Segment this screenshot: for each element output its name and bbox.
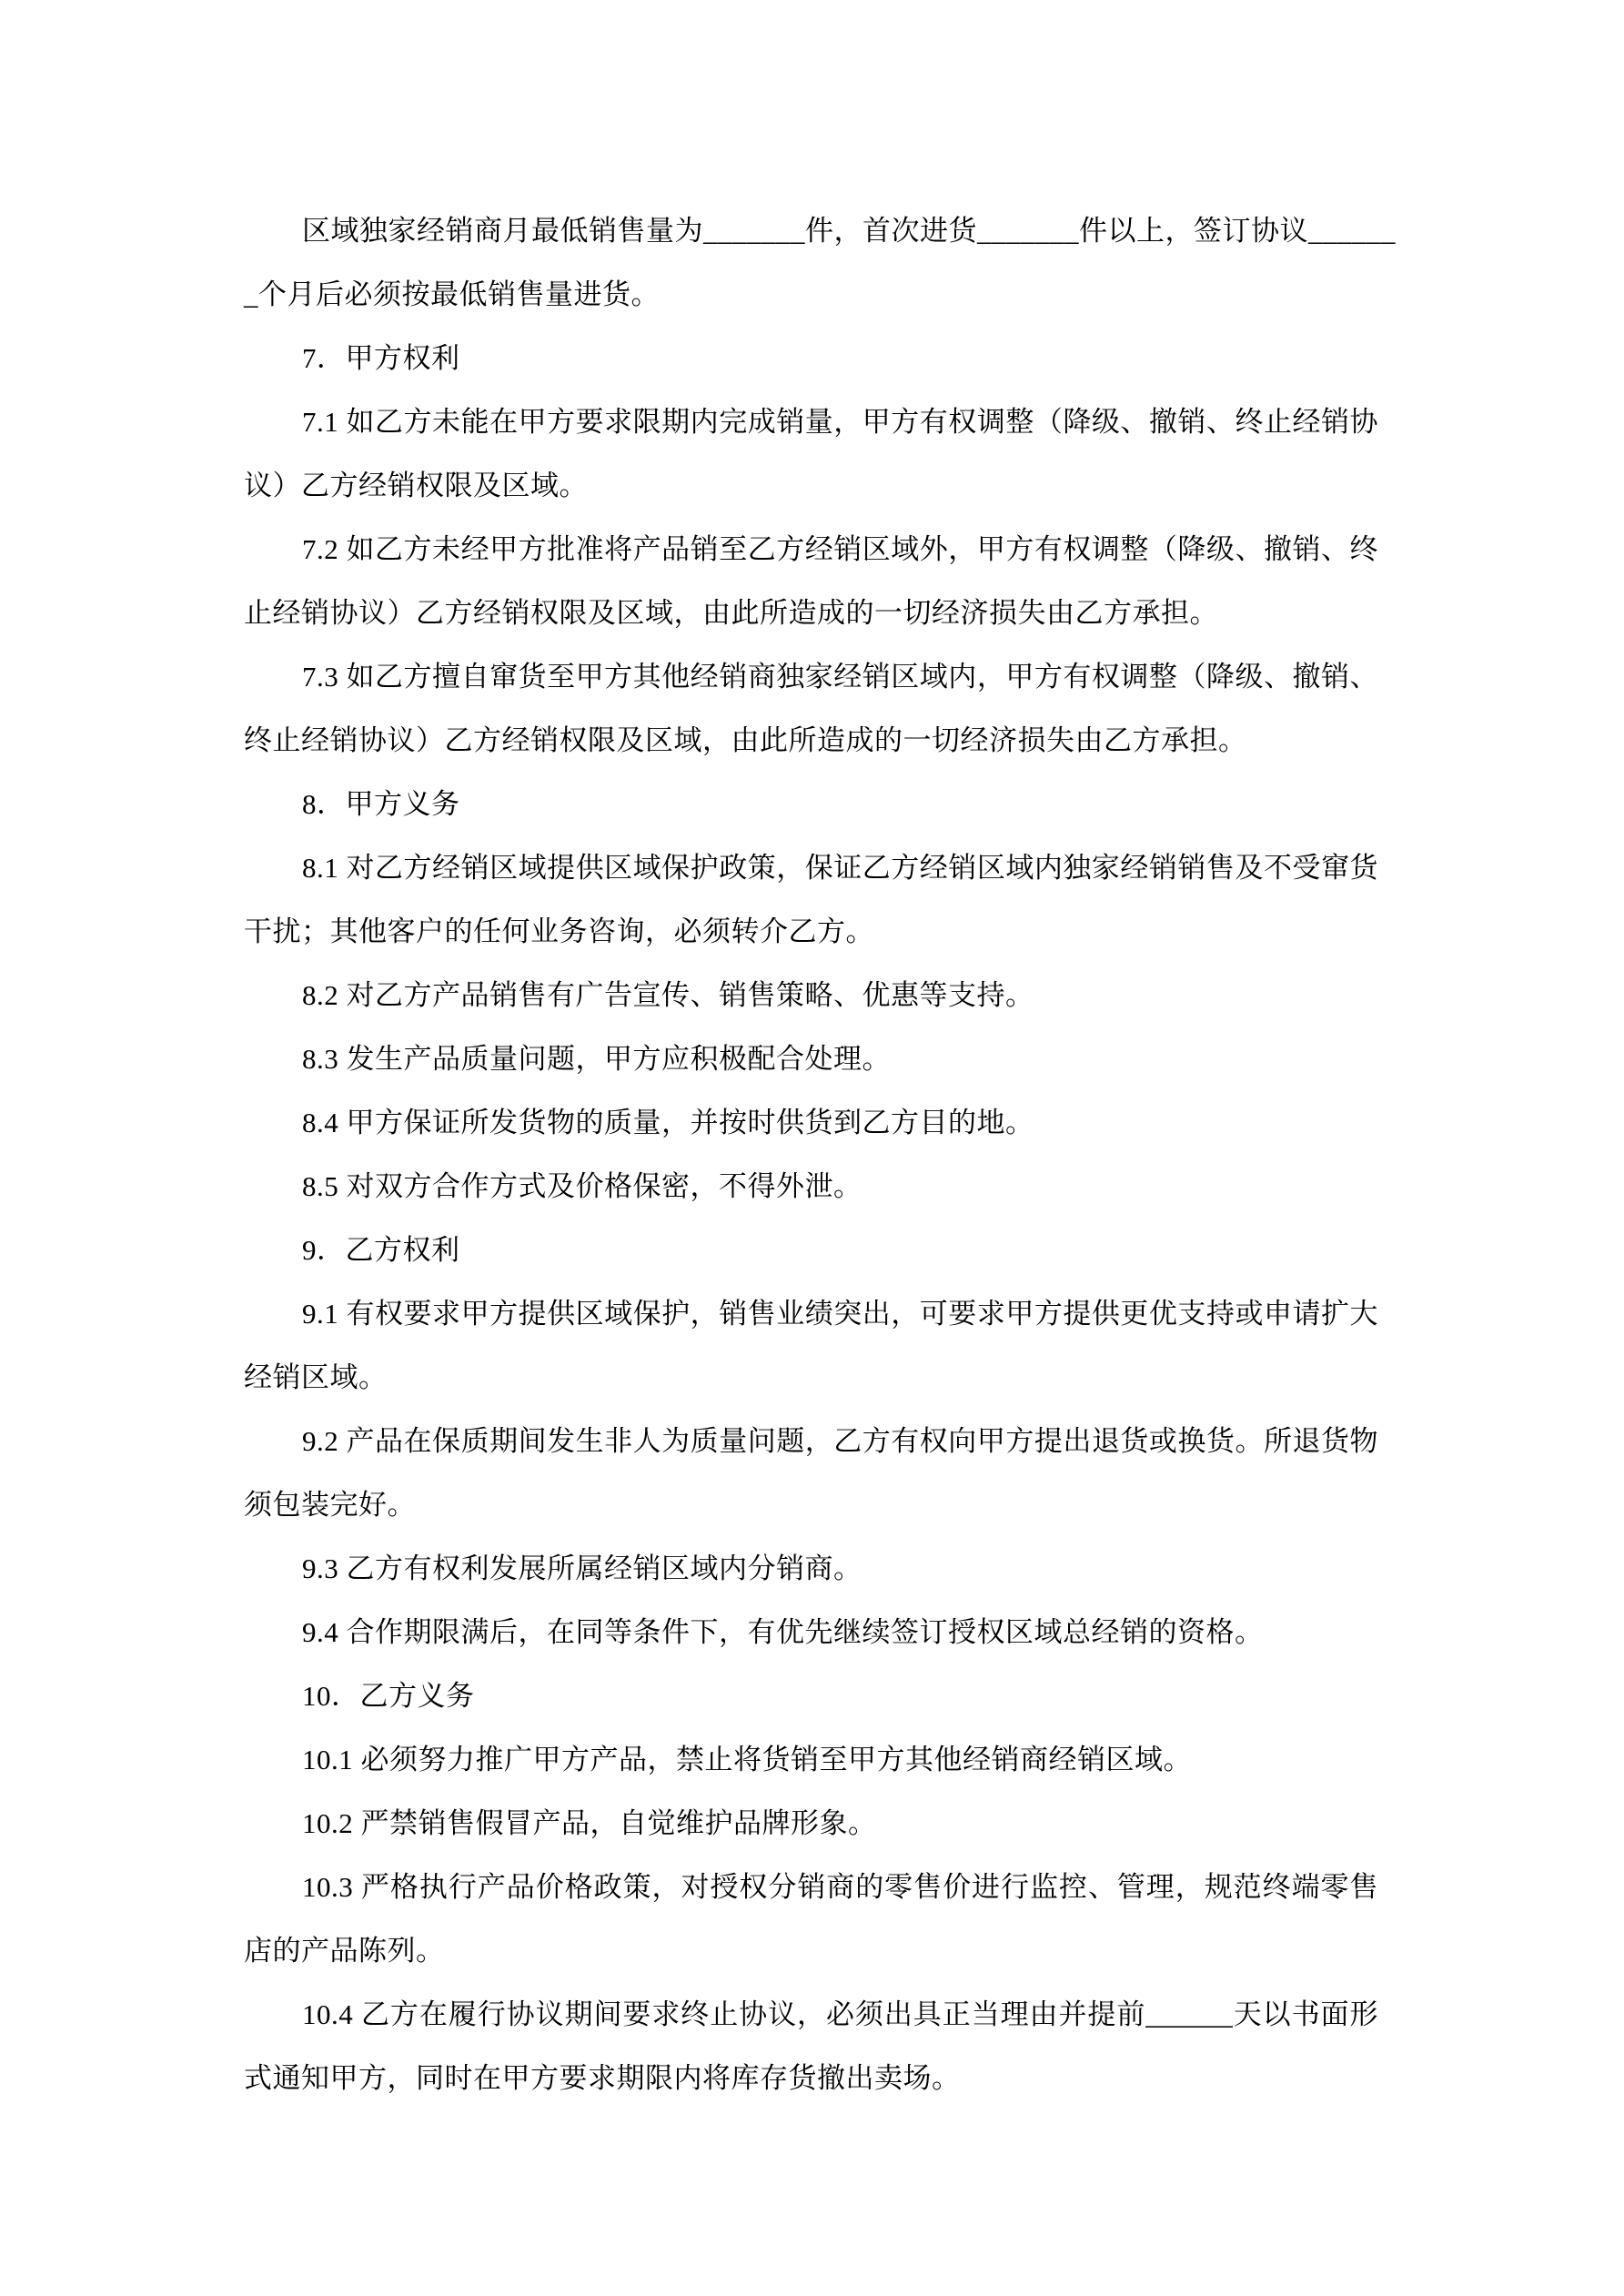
text-line: 7．甲方权利 bbox=[302, 342, 460, 374]
text-line: 9.4 合作期限满后，在同等条件下，有优先继续签订授权区域总经销的资格。 bbox=[302, 1616, 1264, 1648]
text-line: 8.5 对双方合作方式及价格保密，不得外泄。 bbox=[302, 1170, 862, 1202]
paragraph bbox=[244, 199, 1396, 327]
paragraph bbox=[244, 1792, 1378, 1856]
paragraph bbox=[244, 1219, 1378, 1282]
paragraph bbox=[244, 1155, 1378, 1219]
text-line: 10.3 严格执行产品价格政策，对授权分销商的零售价进行监控、管理，规范终端零售 bbox=[302, 1871, 1378, 1903]
text-line: 9.1 有权要求甲方提供区域保护，销售业绩突出，可要求甲方提供更优支持或申请扩大 bbox=[302, 1298, 1378, 1330]
paragraph bbox=[244, 327, 1378, 390]
paragraph bbox=[244, 645, 1378, 773]
text-line: 店的产品陈列。 bbox=[244, 1935, 445, 1967]
text-line: 9.2 产品在保质期间发生非人为质量问题，乙方有权向甲方提出退货或换货。所退货物 bbox=[302, 1425, 1378, 1457]
text-line: 议）乙方经销权限及区域。 bbox=[244, 470, 588, 501]
paragraph bbox=[244, 1856, 1378, 1983]
text-line: 8．甲方义务 bbox=[302, 788, 460, 820]
paragraph bbox=[244, 518, 1378, 645]
text-line: 7.1 如乙方未能在甲方要求限期内完成销量，甲方有权调整（降级、撤销、终止经销协 bbox=[302, 406, 1378, 438]
text-line: 式通知甲方，同时在甲方要求期限内将库存货撤出卖场。 bbox=[244, 2062, 961, 2094]
text-line: 8.1 对乙方经销区域提供区域保护政策，保证乙方经销区域内独家经销销售及不受窜货 bbox=[302, 852, 1378, 884]
text-line: 经销区域。 bbox=[244, 1361, 388, 1393]
paragraph bbox=[244, 1664, 1378, 1728]
paragraph bbox=[244, 964, 1378, 1027]
text-line: 9．乙方权利 bbox=[302, 1234, 460, 1266]
text-line: 7.3 如乙方擅自窜货至甲方其他经销商独家经销区域内，甲方有权调整（降级、撤销、 bbox=[302, 661, 1378, 693]
paragraph bbox=[244, 390, 1378, 518]
document-body bbox=[244, 199, 1396, 2110]
text-line: 8.3 发生产品质量问题，甲方应积极配合处理。 bbox=[302, 1043, 891, 1075]
paragraph bbox=[244, 1282, 1378, 1410]
text-line: 止经销协议）乙方经销权限及区域，由此所造成的一切经济损失由乙方承担。 bbox=[244, 597, 1218, 629]
text-line: 10.4 乙方在履行协议期间要求终止协议，必须出具正当理由并提前______天以书面形 bbox=[302, 1998, 1378, 2030]
text-line: 9.3 乙方有权利发展所属经销区域内分销商。 bbox=[302, 1553, 862, 1584]
paragraph bbox=[244, 1728, 1378, 1792]
text-line: 7.2 如乙方未经甲方批准将产品销至乙方经销区域外，甲方有权调整（降级、撤销、终 bbox=[302, 533, 1378, 565]
text-line: 8.4 甲方保证所发货物的质量，并按时供货到乙方目的地。 bbox=[302, 1107, 1034, 1138]
text-line: 8.2 对乙方产品销售有广告宣传、销售策略、优惠等支持。 bbox=[302, 979, 1034, 1011]
paragraph bbox=[244, 836, 1378, 964]
text-line: 干扰；其他客户的任何业务咨询，必须转介乙方。 bbox=[244, 915, 874, 947]
text-line: 10.1 必须努力推广甲方产品，禁止将货销至甲方其他经销商经销区域。 bbox=[302, 1744, 1192, 1775]
text-line: 10．乙方义务 bbox=[302, 1680, 475, 1712]
paragraph bbox=[244, 1983, 1378, 2110]
text-line: _个月后必须按最低销售量进货。 bbox=[244, 278, 660, 310]
text-line: 终止经销协议）乙方经销权限及区域，由此所造成的一切经济损失由乙方承担。 bbox=[244, 724, 1247, 756]
paragraph bbox=[244, 773, 1378, 836]
paragraph bbox=[244, 1410, 1378, 1537]
text-line: 区域独家经销商月最低销售量为_______件，首次进货_______件以上，签订协议______ bbox=[302, 215, 1396, 247]
text-line: 须包装完好。 bbox=[244, 1489, 416, 1521]
paragraph bbox=[244, 1601, 1378, 1664]
text-line: 10.2 严禁销售假冒产品，自觉维护品牌形象。 bbox=[302, 1807, 877, 1839]
paragraph bbox=[244, 1537, 1378, 1601]
paragraph bbox=[244, 1027, 1378, 1091]
paragraph bbox=[244, 1091, 1378, 1155]
